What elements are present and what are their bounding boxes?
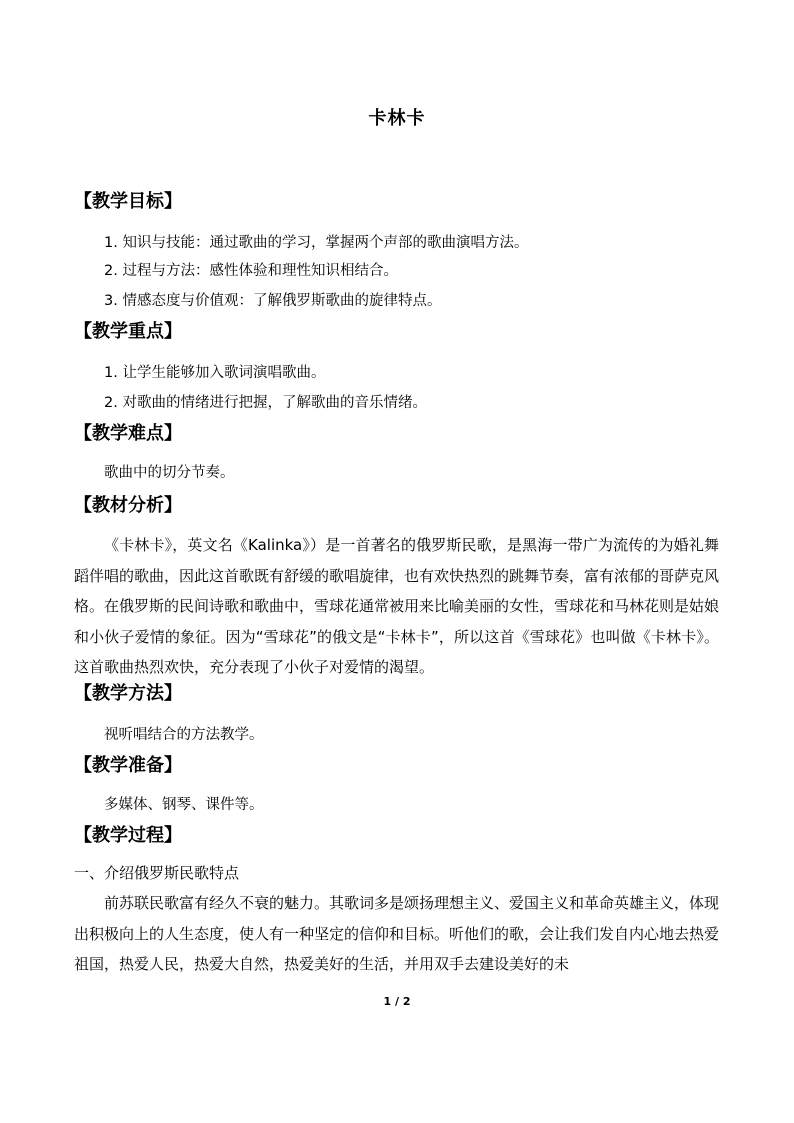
heading-objectives: 【教学目标】 <box>74 191 182 212</box>
methods-text: 视听唱结合的方法教学。 <box>104 727 264 743</box>
objective-item-1: 1. 知识与技能：通过歌曲的学习，掌握两个声部的歌曲演唱方法。 <box>104 235 529 251</box>
heading-difficulties: 【教学难点】 <box>74 423 182 444</box>
difficulties-text: 歌曲中的切分节奏。 <box>104 465 235 481</box>
process-paragraph: 前苏联民歌富有经久不衰的魅力。其歌词多是颂扬理想主义、爱国主义和革命英雄主义，体现出积极向上的人生态度，使人有一种坚定的信仰和目标。听他们的歌，会让我们发自内心地去热爱祖国，热爱人民，热爱大自然，热爱美好的生活，并用双手去建设美好的未 <box>74 894 720 973</box>
heading-key-points: 【教学重点】 <box>74 321 182 342</box>
heading-process: 【教学过程】 <box>74 825 182 846</box>
heading-analysis: 【教材分析】 <box>74 495 182 516</box>
process-subheading: 一、介绍俄罗斯民歌特点 <box>74 864 240 882</box>
heading-preparation: 【教学准备】 <box>74 755 182 776</box>
preparation-text: 多媒体、钢琴、课件等。 <box>104 797 264 813</box>
analysis-paragraph: 《卡林卡》，英文名《Kalinka》）是一首著名的俄罗斯民歌，是黑海一带广为流传的为婚礼舞蹈伴唱的歌曲，因此这首歌既有舒缓的歌唱旋律，也有欢快热烈的跳舞节奏，富有浓郁的哥萨克风格。在俄罗斯的民间诗歌和歌曲中，雪球花通常被用来比喻美丽的女性，雪球花和马林花则是姑娘和小伙子爱情的象征。因为“雪球花”的俄文是“卡林卡”，所以这首《雪球花》也叫做《卡林卡》。这首歌曲热烈欢快，充分表现了小伙子对爱情的渴望。 <box>74 536 720 676</box>
document-title: 卡林卡 <box>368 108 426 129</box>
objective-item-3: 3. 情感态度与价值观：了解俄罗斯歌曲的旋律特点。 <box>104 293 442 309</box>
page-number: 1 / 2 <box>383 995 411 1008</box>
key-point-item-2: 2. 对歌曲的情绪进行把握，了解歌曲的音乐情绪。 <box>104 395 427 411</box>
objective-item-2: 2. 过程与方法：感性体验和理性知识相结合。 <box>104 263 398 279</box>
key-point-item-1: 1. 让学生能够加入歌词演唱歌曲。 <box>104 365 326 381</box>
heading-methods: 【教学方法】 <box>74 683 182 704</box>
